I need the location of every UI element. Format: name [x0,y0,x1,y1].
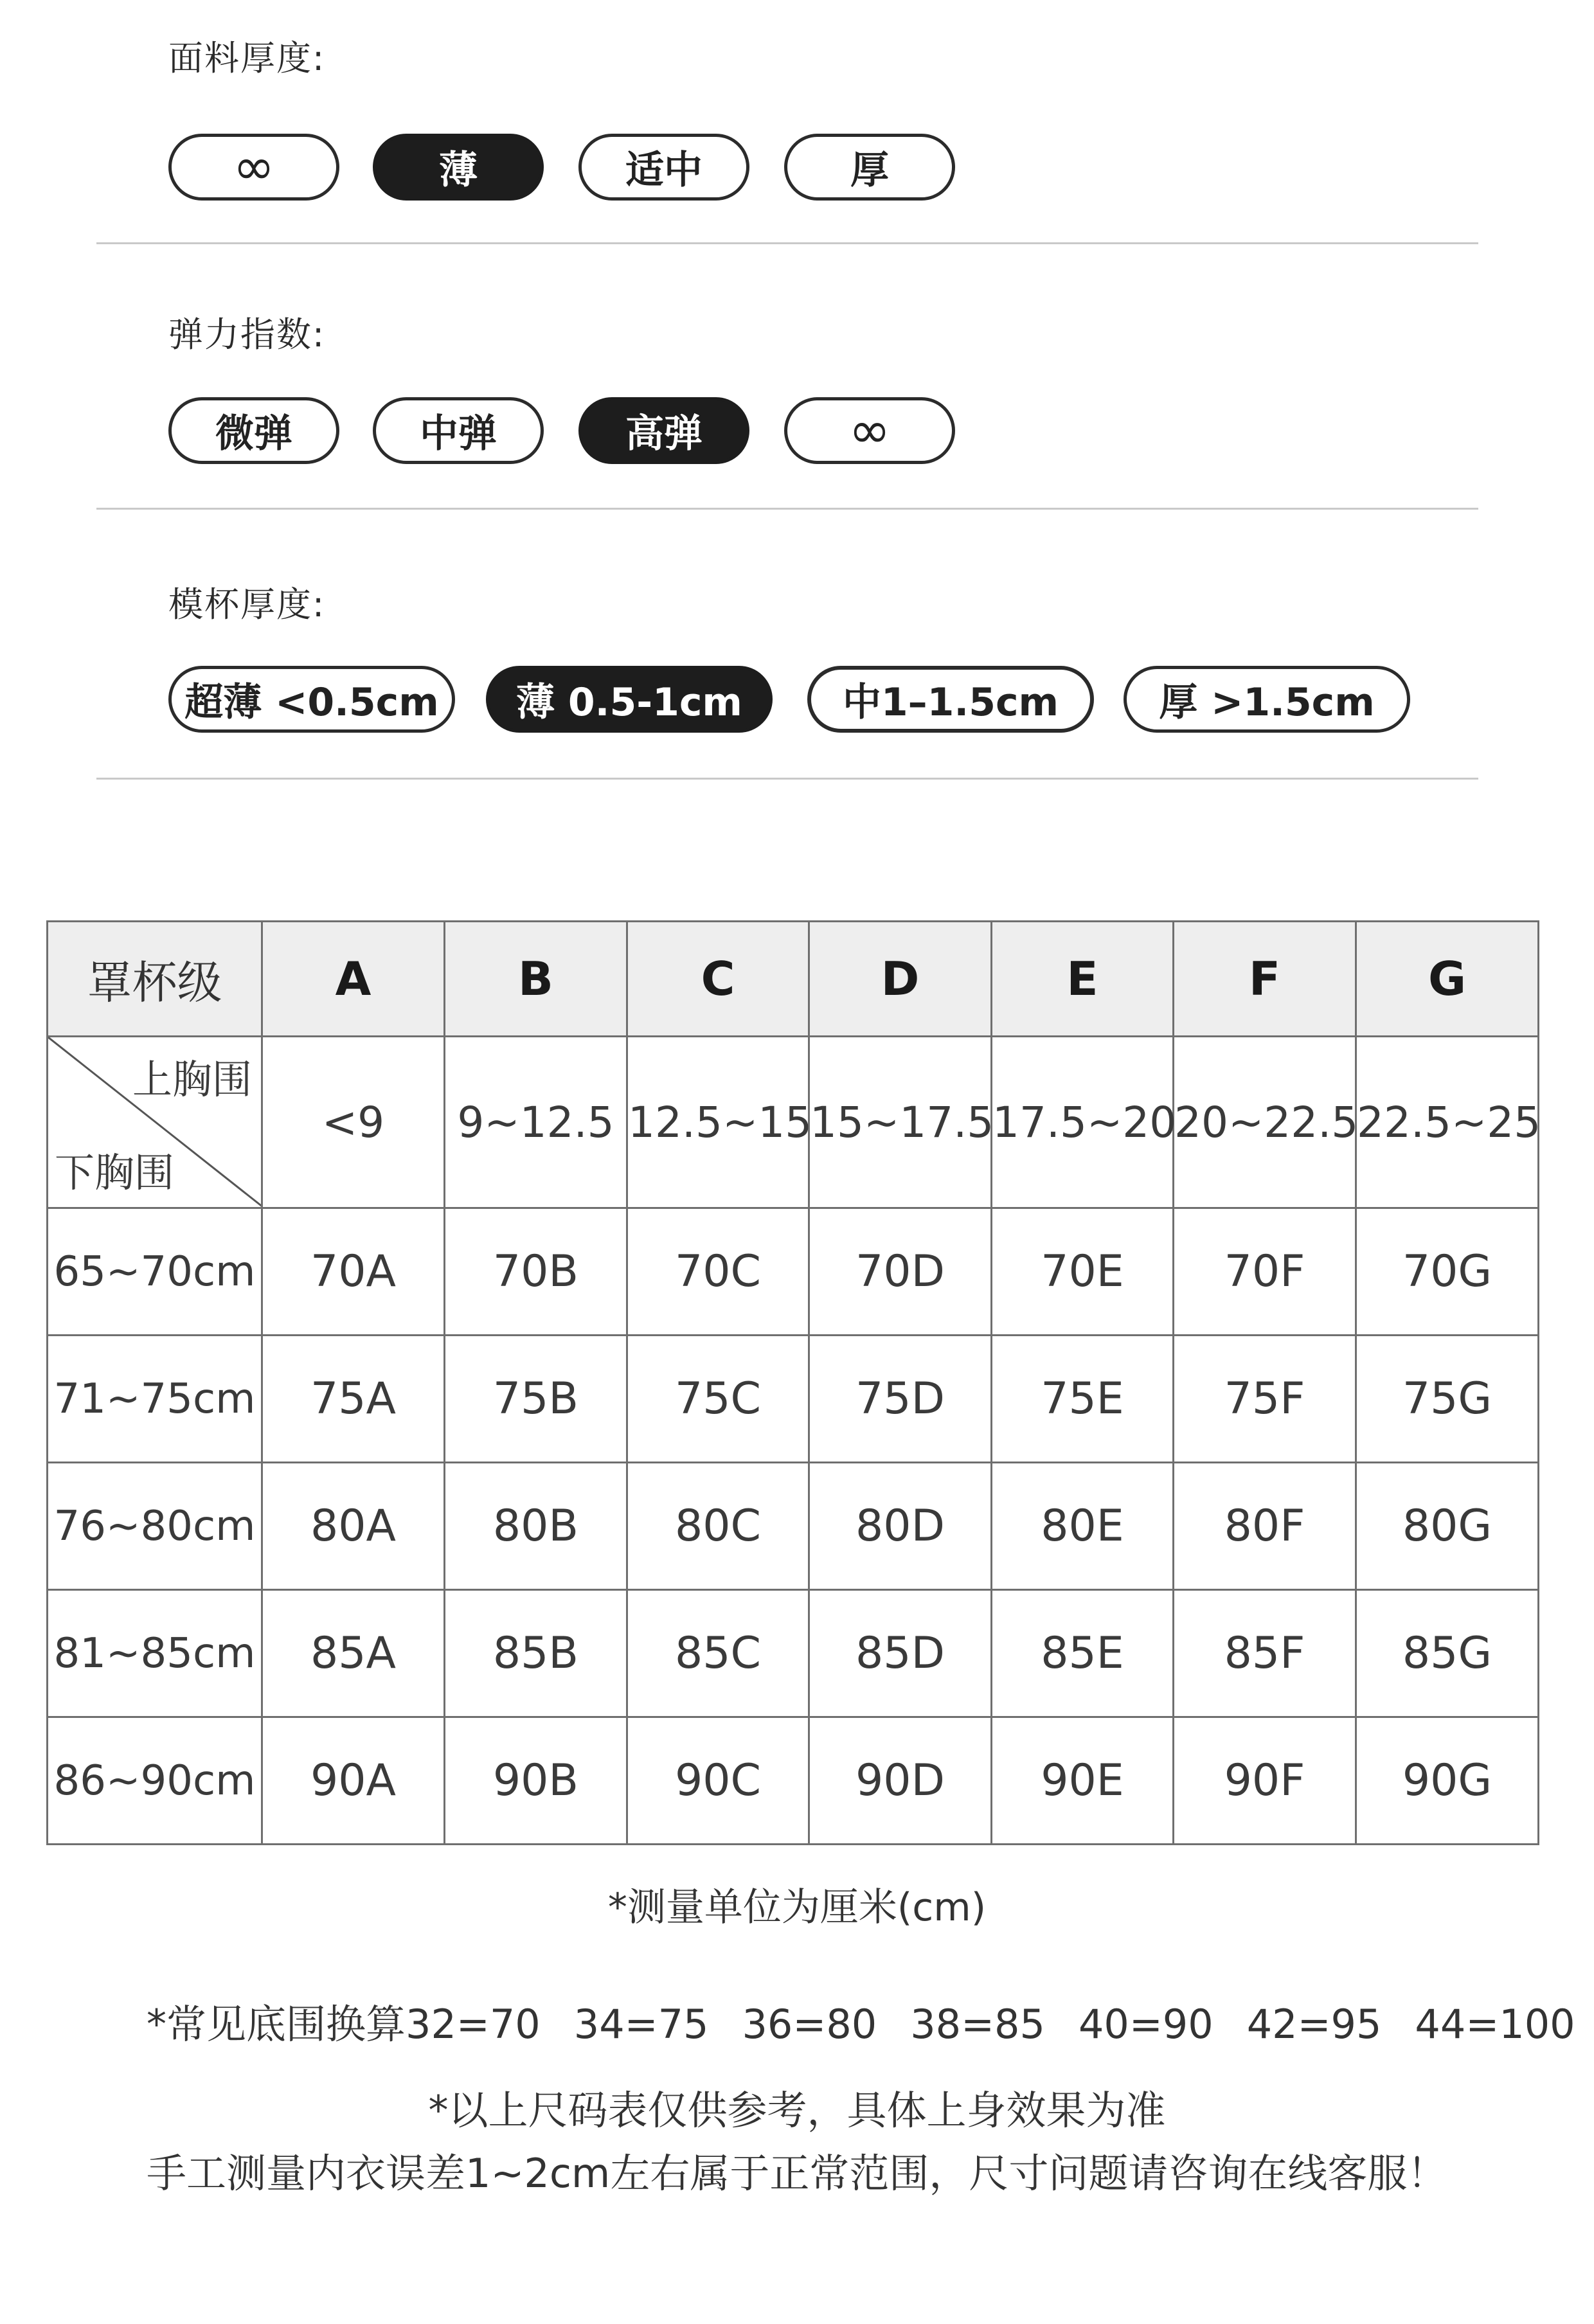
cup-header: C [627,922,809,1037]
conversion-item: 34=75 [573,2001,709,2048]
size-cell: 85B [445,1590,627,1717]
conversion-item: 32=70 [406,2001,541,2048]
size-cell: 90C [627,1717,809,1845]
size-cell: 75E [992,1336,1174,1463]
size-cell: 70E [992,1208,1174,1336]
measurement-error-note: 手工测量内衣误差1~2cm左右属于正常范围，尺寸问题请咨询在线客服！ [147,2150,1447,2197]
conversion-item: 44=100 [1415,2001,1575,2048]
range-cell: 12.5~15 [627,1037,809,1208]
cup-header: B [445,922,627,1037]
fabric-thickness-label: 面料厚度: [168,38,326,78]
diagonal-header-cell [48,1037,262,1208]
size-cell: 70C [627,1208,809,1336]
bust-difference-row [48,1037,1539,1208]
size-cell: 80C [627,1463,809,1590]
cup-thickness-label: 模杯厚度: [168,584,326,625]
size-cell: 70F [1174,1208,1356,1336]
divider [96,508,1478,510]
conversion-item: 36=80 [742,2001,877,2048]
size-cell: 80F [1174,1463,1356,1590]
size-cell: 85C [627,1590,809,1717]
band-conversion-note [147,1992,1575,2050]
upper-bust-label: 上胸围 [132,1056,252,1103]
cup-option-ultra-thin[interactable]: 超薄 <0.5cm [168,666,455,733]
size-cell: 85D [809,1590,992,1717]
size-cell: 75G [1356,1336,1539,1463]
range-cell: 20~22.5 [1174,1037,1356,1208]
conversion-item: 42=95 [1246,2001,1382,2048]
range-cell: 22.5~25 [1356,1037,1539,1208]
table-row [48,1463,1539,1590]
under-bust-cell: 71~75cm [48,1336,262,1463]
table-row [48,1590,1539,1717]
table-row [48,1208,1539,1336]
conversion-item: 40=90 [1078,2001,1213,2048]
cup-option-medium[interactable]: 中1–1.5cm [807,666,1094,733]
range-cell: 17.5~20 [992,1037,1174,1208]
size-cell: 80D [809,1463,992,1590]
size-cell: 70A [262,1208,445,1336]
range-cell: 9~12.5 [445,1037,627,1208]
size-cell: 90B [445,1717,627,1845]
size-cell: 80A [262,1463,445,1590]
size-cell: 70B [445,1208,627,1336]
fabric-option-unlimited[interactable]: ∞ [168,134,339,201]
size-cell: 75F [1174,1336,1356,1463]
size-cell: 75D [809,1336,992,1463]
divider [96,778,1478,780]
table-header-row [48,922,1539,1037]
conversion-prefix: *常见底围换算 [147,2001,406,2048]
size-cell: 80G [1356,1463,1539,1590]
fabric-option-medium[interactable]: 适中 [578,134,749,201]
conversion-item: 38=85 [910,2001,1045,2048]
divider [96,242,1478,244]
cup-header: G [1356,922,1539,1037]
cup-header: D [809,922,992,1037]
cup-option-thin[interactable]: 薄 0.5-1cm [486,666,773,733]
size-cell: 85A [262,1590,445,1717]
elasticity-option-unlimited[interactable]: ∞ [784,397,955,464]
cup-header: E [992,922,1174,1037]
size-cell: 80E [992,1463,1174,1590]
elasticity-label: 弹力指数: [168,314,326,355]
size-cell: 90F [1174,1717,1356,1845]
table-row [48,1336,1539,1463]
under-bust-cell: 65~70cm [48,1208,262,1336]
under-bust-cell: 81~85cm [48,1590,262,1717]
under-bust-cell: 76~80cm [48,1463,262,1590]
size-cell: 85E [992,1590,1174,1717]
size-cell: 85F [1174,1590,1356,1717]
size-cell: 90D [809,1717,992,1845]
unit-note: *测量单位为厘米(cm) [607,1885,987,1930]
reference-note: *以上尺码表仅供参考，具体上身效果为准 [428,2087,1166,2134]
size-cell: 85G [1356,1590,1539,1717]
size-cell: 90E [992,1717,1174,1845]
size-cell: 75A [262,1336,445,1463]
fabric-option-thin[interactable]: 薄 [373,134,544,201]
size-cell: 70D [809,1208,992,1336]
size-cell: 75C [627,1336,809,1463]
table-row [48,1717,1539,1845]
elasticity-option-high[interactable]: 高弹 [578,397,749,464]
size-cell: 75B [445,1336,627,1463]
elasticity-option-slight[interactable]: 微弹 [168,397,339,464]
under-bust-label: 下胸围 [55,1149,175,1196]
range-cell: <9 [262,1037,445,1208]
cup-header: F [1174,922,1356,1037]
elasticity-option-medium[interactable]: 中弹 [373,397,544,464]
size-cell: 90G [1356,1717,1539,1845]
range-cell: 15~17.5 [809,1037,992,1208]
cup-level-header: 罩杯级 [48,922,262,1037]
fabric-option-thick[interactable]: 厚 [784,134,955,201]
size-cell: 80B [445,1463,627,1590]
cup-header: A [262,922,445,1037]
cup-option-thick[interactable]: 厚 >1.5cm [1124,666,1410,733]
size-chart-table [46,920,1539,1845]
under-bust-cell: 86~90cm [48,1717,262,1845]
size-cell: 70G [1356,1208,1539,1336]
size-cell: 90A [262,1717,445,1845]
